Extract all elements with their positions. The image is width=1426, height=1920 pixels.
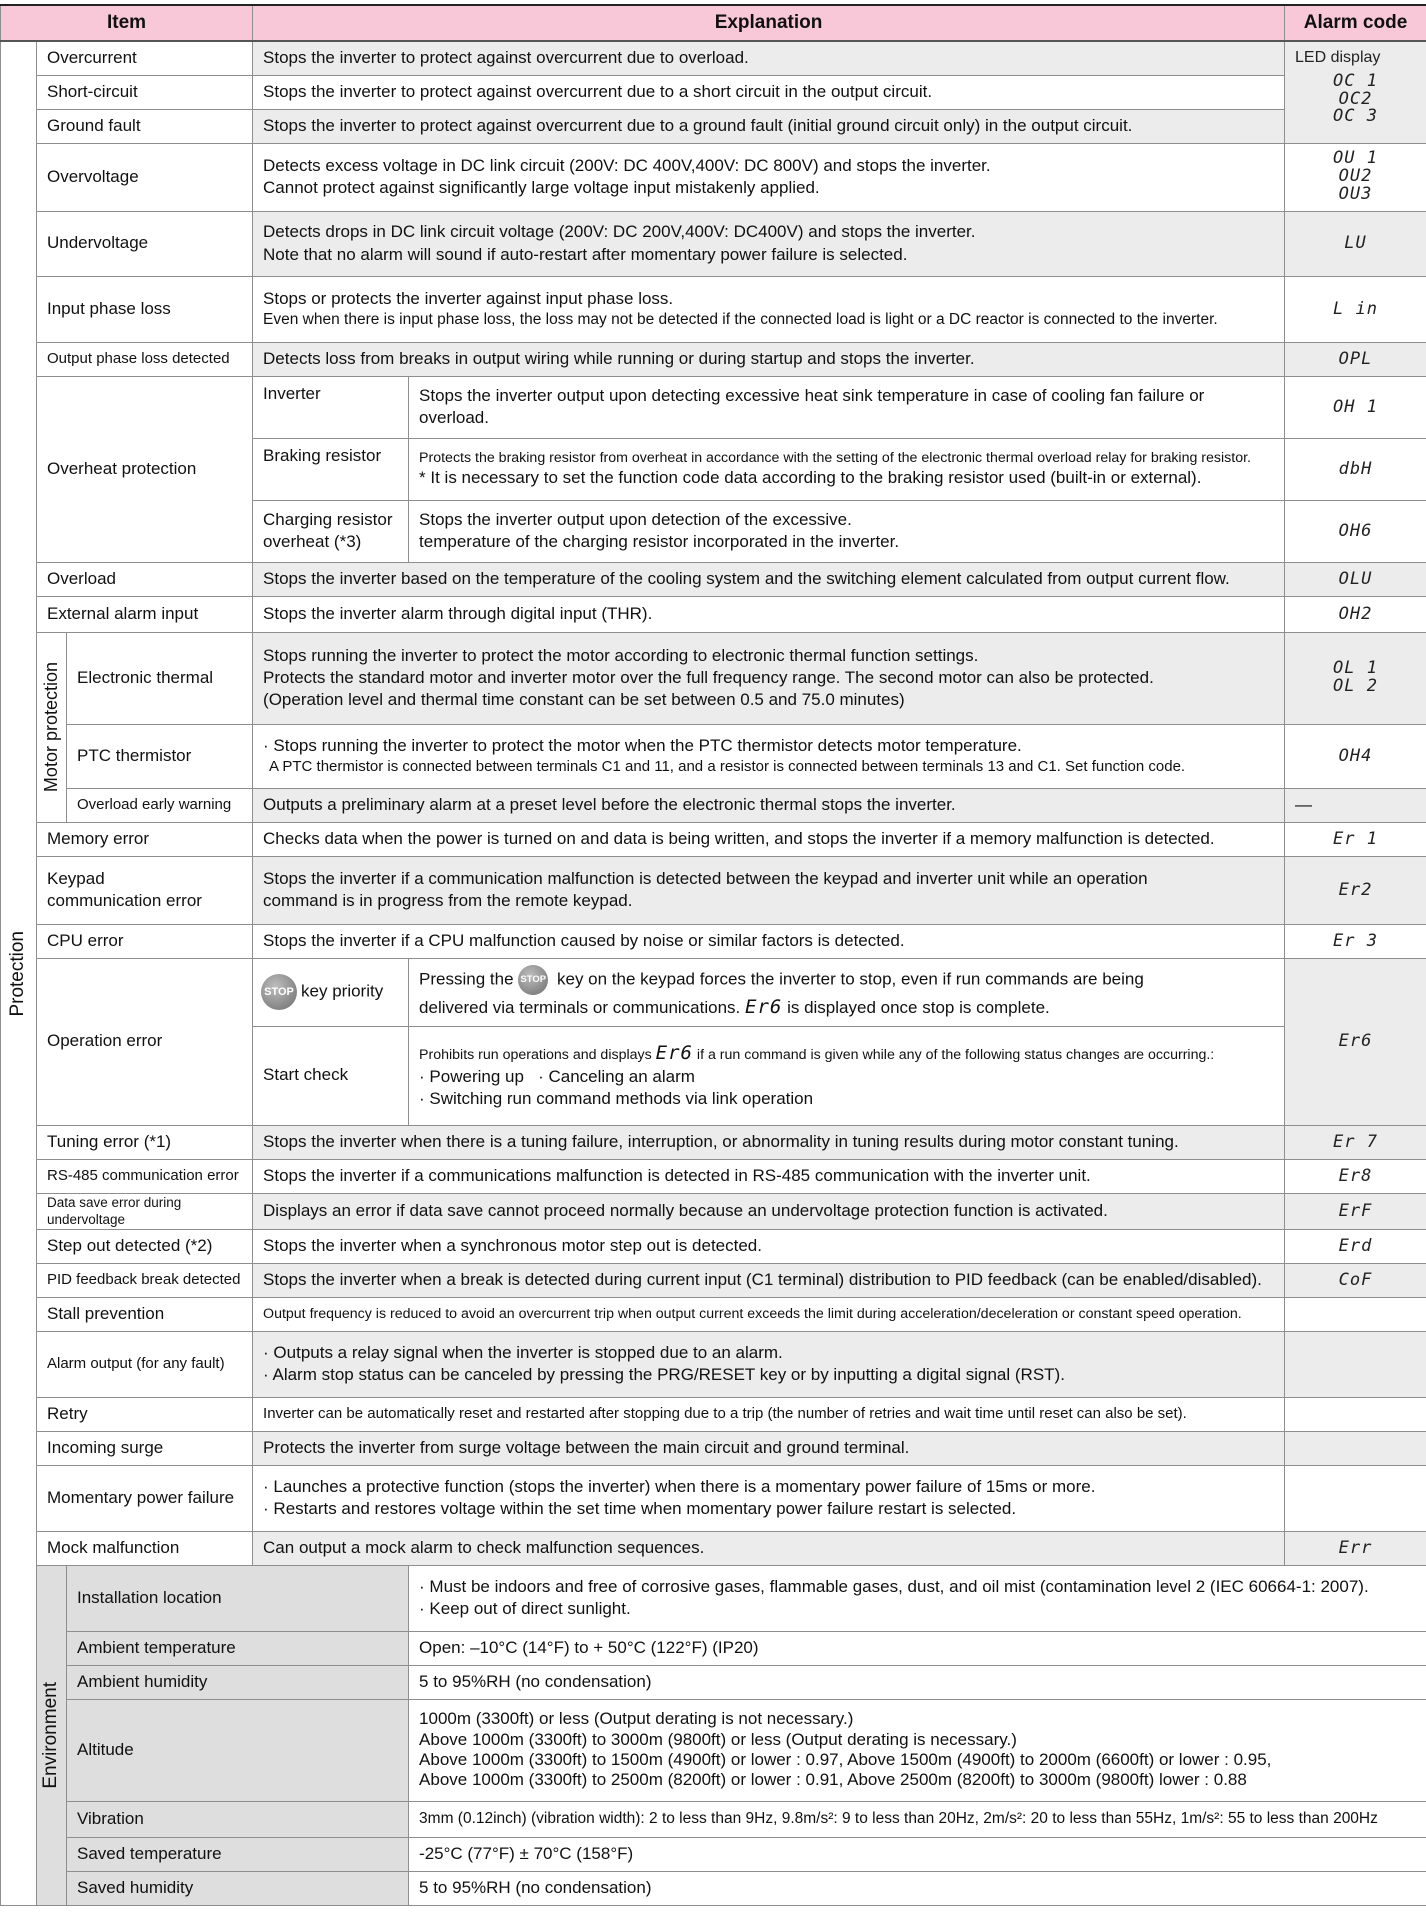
exp-output-phase-loss: Detects loss from breaks in output wiring while running or during startup and stops the inverter. — [253, 342, 1285, 376]
code-er2: Er2 — [1285, 856, 1426, 924]
code-er3: Er 3 — [1285, 924, 1426, 958]
exp-external-alarm: Stops the inverter alarm through digital input (THR). — [253, 596, 1285, 632]
item-overcurrent: Overcurrent — [37, 41, 253, 75]
item-stall-prevention: Stall prevention — [37, 1297, 253, 1331]
code-cof: CoF — [1285, 1263, 1426, 1297]
table-row — [1, 1331, 1426, 1397]
exp-ground-fault: Stops the inverter to protect against overcurrent due to a ground fault (initial ground circuit only) in the output circuit. — [253, 109, 1285, 143]
exp-keypad-comm-error: Stops the inverter if a communication malfunction is detected between the keypad and inverter unit while an operation command is in progress from the remote keypad. — [253, 856, 1285, 924]
item-retry: Retry — [37, 1397, 253, 1431]
table-row — [1, 632, 1426, 724]
table-row — [1, 1397, 1426, 1431]
header-row — [1, 5, 1426, 41]
code-empty — [1285, 1331, 1426, 1397]
code-oh6: OH6 — [1285, 500, 1426, 562]
code-oh4: OH4 — [1285, 724, 1426, 788]
code-empty — [1285, 1431, 1426, 1465]
table-row — [1, 1431, 1426, 1465]
table-row — [1, 109, 1426, 143]
item-altitude: Altitude — [67, 1699, 409, 1801]
sub-charging-resistor: Charging resistor overheat (*3) — [253, 500, 409, 562]
protection-spec-table — [0, 4, 1426, 1906]
code-er6: Er6 — [1285, 958, 1426, 1125]
item-step-out: Step out detected (*2) — [37, 1229, 253, 1263]
exp-saved-humidity: 5 to 95%RH (no condensation) — [409, 1871, 1426, 1905]
code-empty — [1285, 1397, 1426, 1431]
table-row — [1, 1801, 1426, 1837]
table-row — [1, 562, 1426, 596]
table-row — [1, 75, 1426, 109]
exp-overload: Stops the inverter based on the temperature of the cooling system and the switching element calculated from output current flow. — [253, 562, 1285, 596]
exp-alarm-output: · Outputs a relay signal when the inverter is stopped due to an alarm. · Alarm stop status can be canceled by pressing the PRG/RESET key or by inputting a digital signal (RST). — [253, 1331, 1285, 1397]
item-ambient-temperature: Ambient temperature — [67, 1631, 409, 1665]
code-er1: Er 1 — [1285, 822, 1426, 856]
header-explanation: Explanation — [253, 5, 1285, 41]
item-electronic-thermal: Electronic thermal — [67, 632, 253, 724]
item-data-save-error: Data save error during undervoltage — [37, 1193, 253, 1229]
item-installation-location: Installation location — [67, 1565, 409, 1631]
item-alarm-output: Alarm output (for any fault) — [37, 1331, 253, 1397]
table-row — [1, 1665, 1426, 1699]
table-row — [1, 276, 1426, 342]
item-overvoltage: Overvoltage — [37, 143, 253, 211]
exp-overheat-charging: Stops the inverter output upon detection of the excessive. temperature of the charging resistor incorporated in the inverter. — [409, 500, 1285, 562]
table-row — [1, 958, 1426, 1026]
table-row — [1, 1699, 1426, 1801]
table-row — [1, 724, 1426, 788]
table-row — [1, 1229, 1426, 1263]
exp-vibration: 3mm (0.12inch) (vibration width): 2 to less than 9Hz, 9.8m/s²: 9 to less than 20Hz, 2m/s²: 20 to less than 55Hz, 1m/s²: 55 to less than 200Hz — [409, 1801, 1426, 1837]
item-undervoltage: Undervoltage — [37, 211, 253, 276]
code-empty — [1285, 1465, 1426, 1531]
item-pid-feedback-break: PID feedback break detected — [37, 1263, 253, 1297]
code-erd: Erd — [1285, 1229, 1426, 1263]
table-row — [1, 596, 1426, 632]
item-ambient-humidity: Ambient humidity — [67, 1665, 409, 1699]
code-none: — — [1285, 788, 1426, 822]
table-row — [1, 1297, 1426, 1331]
table-row — [1, 342, 1426, 376]
exp-altitude: 1000m (3300ft) or less (Output derating is not necessary.) Above 1000m (3300ft) to 3000m (9800ft) or less (Output derating is necessary.) Above 1000m (3300ft) to 1500m (4900ft) or lower : 0.97, Above 1500m (4900ft) to 2000m (6600ft) or lower : 0.95, Above 1000m (3300ft) to 2500m (8200ft) or lower : 0.91, Above 2500m (8200ft) to 3000m (9800ft) lower : 0.88 — [409, 1699, 1426, 1801]
exp-tuning-error: Stops the inverter when there is a tuning failure, interruption, or abnormality in tuning results during motor constant tuning. — [253, 1125, 1285, 1159]
table-row — [1, 788, 1426, 822]
item-external-alarm: External alarm input — [37, 596, 253, 632]
exp-step-out: Stops the inverter when a synchronous motor step out is detected. — [253, 1229, 1285, 1263]
exp-input-phase-loss: Stops or protects the inverter against input phase loss. Even when there is input phase loss, the loss may not be detected if the connected load is light or a DC reactor is connected to the inverter. — [253, 276, 1285, 342]
exp-electronic-thermal: Stops running the inverter to protect the motor according to electronic thermal function settings. Protects the standard motor and inverter motor over the full frequency range. The second motor can also be protected. (Operation level and thermal time constant can be set between 0.5 and 75.0 minutes) — [253, 632, 1285, 724]
code-oh1: OH 1 — [1285, 376, 1426, 438]
table-row — [1, 143, 1426, 211]
item-rs485-error: RS-485 communication error — [37, 1159, 253, 1193]
stop-key-inline-icon: STOP — [518, 965, 548, 995]
item-overload-early-warning: Overload early warning — [67, 788, 253, 822]
code-ol: OL 1 OL 2 — [1285, 632, 1426, 724]
code-lu: LU — [1285, 211, 1426, 276]
code-err: Err — [1285, 1531, 1426, 1565]
item-keypad-comm-error: Keypad communication error — [37, 856, 253, 924]
item-saved-humidity: Saved humidity — [67, 1871, 409, 1905]
exp-cpu-error: Stops the inverter if a CPU malfunction caused by noise or similar factors is detected. — [253, 924, 1285, 958]
item-overheat: Overheat protection — [37, 376, 253, 562]
exp-rs485-error: Stops the inverter if a communications malfunction is detected in RS-485 communication with the inverter unit. — [253, 1159, 1285, 1193]
code-opl: OPL — [1285, 342, 1426, 376]
item-operation-error: Operation error — [37, 958, 253, 1125]
table-row — [1, 1193, 1426, 1229]
exp-retry: Inverter can be automatically reset and restarted after stopping due to a trip (the number of retries and wait time until reset can also be set). — [253, 1397, 1285, 1431]
item-ground-fault: Ground fault — [37, 109, 253, 143]
code-er7: Er 7 — [1285, 1125, 1426, 1159]
table-row — [1, 1263, 1426, 1297]
exp-saved-temperature: -25°C (77°F) ± 70°C (158°F) — [409, 1837, 1426, 1871]
exp-start-check: Prohibits run operations and displays Er6 if a run command is given while any of the following status changes are occurring.: · Powering up · Canceling an alarm · Switching run command methods via link operation — [409, 1026, 1285, 1125]
item-output-phase-loss: Output phase loss detected — [37, 342, 253, 376]
item-ptc-thermistor: PTC thermistor — [67, 724, 253, 788]
code-lin: L in — [1285, 276, 1426, 342]
item-momentary-power-failure: Momentary power failure — [37, 1465, 253, 1531]
led-display-label: LED display — [1295, 49, 1381, 66]
table-row — [1, 1837, 1426, 1871]
exp-overheat-inverter: Stops the inverter output upon detecting excessive heat sink temperature in case of cooling fan failure or overload. — [409, 376, 1285, 438]
exp-momentary-power-failure: · Launches a protective function (stops the inverter) when there is a momentary power failure of 15ms or more. · Restarts and restores voltage within the set time when momentary power failure restart is selected. — [253, 1465, 1285, 1531]
table-row — [1, 1631, 1426, 1665]
exp-ambient-temperature: Open: –10°C (14°F) to + 50°C (122°F) (IP20) — [409, 1631, 1426, 1665]
table-row — [1, 376, 1426, 438]
table-row — [1, 1531, 1426, 1565]
exp-overcurrent: Stops the inverter to protect against overcurrent due to overload. — [253, 41, 1285, 75]
table-row — [1, 1871, 1426, 1905]
exp-short-circuit: Stops the inverter to protect against overcurrent due to a short circuit in the output circuit. — [253, 75, 1285, 109]
code-olu: OLU — [1285, 562, 1426, 596]
exp-overvoltage: Detects excess voltage in DC link circuit (200V: DC 400V,400V: DC 800V) and stops the inverter. Cannot protect against significantly large voltage input mistakenly applied. — [253, 143, 1285, 211]
group-environment: Environment — [37, 1565, 67, 1905]
table-row — [1, 1159, 1426, 1193]
item-memory-error: Memory error — [37, 822, 253, 856]
code-oc: LED display OC 1 OC2 OC 3 — [1285, 41, 1426, 143]
code-empty — [1285, 1297, 1426, 1331]
sub-start-check: Start check — [253, 1026, 409, 1125]
exp-incoming-surge: Protects the inverter from surge voltage between the main circuit and ground terminal. — [253, 1431, 1285, 1465]
exp-ptc-thermistor: · Stops running the inverter to protect the motor when the PTC thermistor detects motor temperature. A PTC thermistor is connected between terminals C1 and 11, and a resistor is connected between terminals 13 and C1. Set function code. — [253, 724, 1285, 788]
table-row — [1, 1465, 1426, 1531]
code-oh2: OH2 — [1285, 596, 1426, 632]
item-short-circuit: Short-circuit — [37, 75, 253, 109]
exp-pid-feedback-break: Stops the inverter when a break is detected during current input (C1 terminal) distribution to PID feedback (can be enabled/disabled). — [253, 1263, 1285, 1297]
item-vibration: Vibration — [67, 1801, 409, 1837]
table-row — [1, 1565, 1426, 1631]
table-row — [1, 856, 1426, 924]
table-row — [1, 822, 1426, 856]
group-motor-protection: Motor protection — [37, 632, 67, 822]
table-row — [1, 211, 1426, 276]
item-saved-temperature: Saved temperature — [67, 1837, 409, 1871]
table-row — [1, 924, 1426, 958]
exp-data-save-error: Displays an error if data save cannot proceed normally because an undervoltage protection function is activated. — [253, 1193, 1285, 1229]
code-dbh: dbH — [1285, 438, 1426, 500]
exp-memory-error: Checks data when the power is turned on and data is being written, and stops the inverter if a memory malfunction is detected. — [253, 822, 1285, 856]
item-tuning-error: Tuning error (*1) — [37, 1125, 253, 1159]
group-protection: Protection — [1, 41, 37, 1905]
header-item: Item — [1, 5, 253, 41]
exp-undervoltage: Detects drops in DC link circuit voltage (200V: DC 200V,400V: DC400V) and stops the inverter. Note that no alarm will sound if auto-restart after momentary power failure is selected. — [253, 211, 1285, 276]
item-overload: Overload — [37, 562, 253, 596]
stop-key-icon: STOP — [261, 974, 297, 1010]
exp-ambient-humidity: 5 to 95%RH (no condensation) — [409, 1665, 1426, 1699]
header-alarm-code: Alarm code — [1285, 5, 1426, 41]
code-erf: ErF — [1285, 1193, 1426, 1229]
sub-inverter: Inverter — [253, 376, 409, 438]
item-mock-malfunction: Mock malfunction — [37, 1531, 253, 1565]
code-er8: Er8 — [1285, 1159, 1426, 1193]
table-row — [1, 41, 1426, 75]
exp-installation-location: · Must be indoors and free of corrosive gases, flammable gases, dust, and oil mist (contamination level 2 (IEC 60664-1: 2007). · Keep out of direct sunlight. — [409, 1565, 1426, 1631]
exp-stop-key-priority: Pressing the STOP key on the keypad forces the inverter to stop, even if run commands are being delivered via terminals or communications. Er6 is displayed once stop is complete. — [409, 958, 1285, 1026]
item-incoming-surge: Incoming surge — [37, 1431, 253, 1465]
item-cpu-error: CPU error — [37, 924, 253, 958]
sub-braking-resistor: Braking resistor — [253, 438, 409, 500]
exp-stall-prevention: Output frequency is reduced to avoid an overcurrent trip when output current exceeds the limit during acceleration/deceleration or constant speed operation. — [253, 1297, 1285, 1331]
exp-overheat-braking: Protects the braking resistor from overheat in accordance with the setting of the electronic thermal overload relay for braking resistor. * It is necessary to set the function code data according to the braking resistor used (built-in or external). — [409, 438, 1285, 500]
table-row — [1, 1125, 1426, 1159]
item-input-phase-loss: Input phase loss — [37, 276, 253, 342]
code-ou: OU 1 OU2 OU3 — [1285, 143, 1426, 211]
sub-stop-key-priority: STOP key priority — [253, 958, 409, 1026]
exp-mock-malfunction: Can output a mock alarm to check malfunction sequences. — [253, 1531, 1285, 1565]
exp-overload-early-warning: Outputs a preliminary alarm at a preset level before the electronic thermal stops the inverter. — [253, 788, 1285, 822]
